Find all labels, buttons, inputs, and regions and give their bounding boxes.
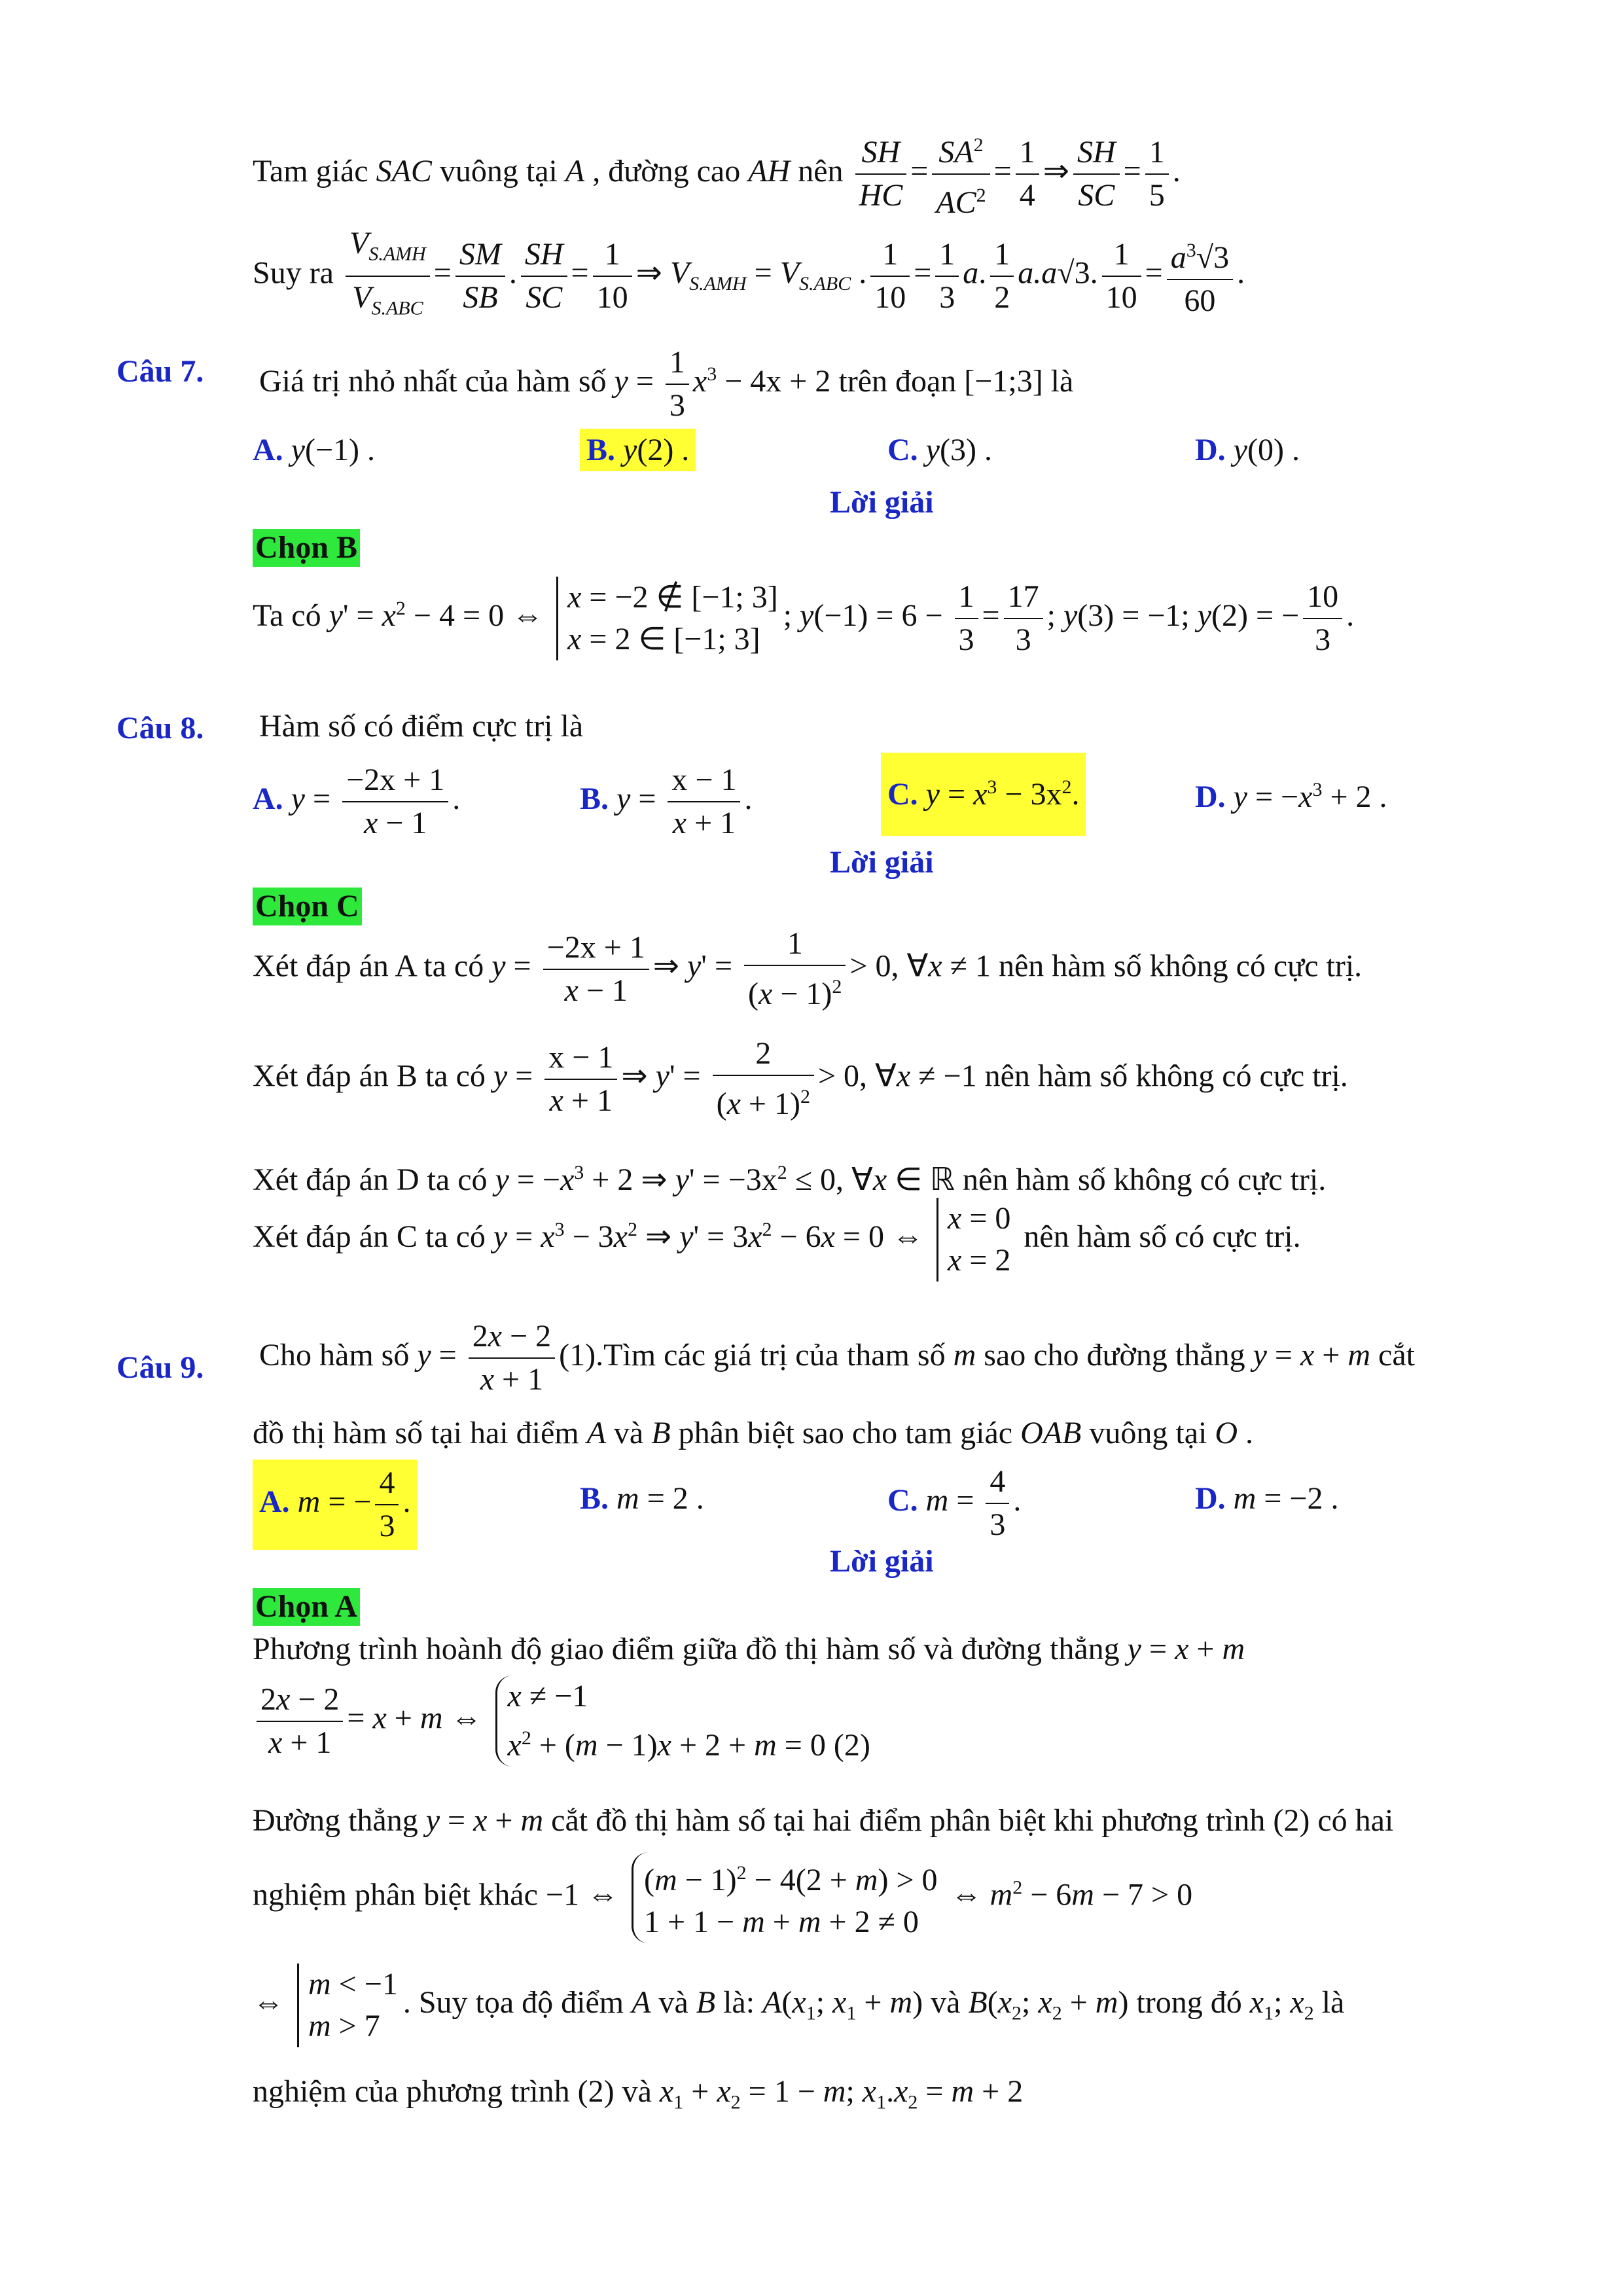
q8-label: Câu 8. xyxy=(116,711,204,745)
q8-sol-b: Xét đáp án B ta có y = $\frac{x - 1}{x + 1}$ ⇒ y' = $\frac{2}{(x + 1)^2}$ > 0, ∀x ≠ −1 nên hàm số không có cực trị. xyxy=(253,1033,1348,1125)
q9-sol-3: Đường thẳng y = x + m cắt đồ thị hàm số tại hai điểm phân biệt khi phương trình (2) có hai xyxy=(253,1803,1394,1838)
q9-sol-2: $\frac{2x - 2}{x + 1}$ = x + m ⇔ x ≠ −1 $x^2 + (m - 1)x + 2 + m = 0$ (2) xyxy=(253,1676,876,1767)
q7-option-a[interactable]: A. y(−1) . xyxy=(253,433,376,467)
q7-label: Câu 7. xyxy=(116,354,204,389)
q8-option-b[interactable]: B. y = $\frac{x - 1}{x + 1}$ . xyxy=(580,759,752,844)
q7-chon: Chọn B xyxy=(253,529,360,567)
q9-label: Câu 9. xyxy=(116,1350,204,1385)
q8-option-c[interactable]: C. $y = x^3 - 3x^2$. xyxy=(881,753,1086,836)
q9-option-b[interactable]: B. m = 2 . xyxy=(580,1481,704,1516)
top-line-1: Tam giác SAC vuông tại A , đường cao AH nên $\frac{SH}{HC}$ = $\frac{SA^2}{AC^2}$ = $\frac{1}{4}$ ⇒ $\frac{SH}{SC}$ = $\frac{1}{5}$ . xyxy=(253,124,1181,224)
q9-sol-6: nghiệm của phương trình (2) và $x_1 + x_2 = 1 - m$; $x_1.x_2 = m + 2$ xyxy=(253,2074,1024,2113)
q8-option-d[interactable]: D. $y = -x^3 + 2$ . xyxy=(1195,779,1387,814)
q9-sol-4: nghiệm phân biệt khác −1 ⇔ $(m - 1)^2 - 4(2 + m) > 0$ 1 + 1 − m + m + 2 ≠ 0 ⇔ $m^2 - 6m - 7 > 0$ xyxy=(253,1852,1192,1943)
q8-loigiai: Lời giải xyxy=(830,845,934,880)
q7-option-c[interactable]: C. y(3) . xyxy=(887,433,992,467)
q8-question: Hàm số có điểm cực trị là xyxy=(259,709,584,744)
q9-option-a[interactable]: A. m = − $\frac{4}{3}$ . xyxy=(253,1460,417,1550)
q8-sol-c: Xét đáp án C ta có $y = x^3 - 3x^2$ ⇒ $y' = 3x^2 - 6x = 0$ ⇔ x = 0 x = 2 nên hàm số có cực trị. xyxy=(253,1198,1301,1282)
q9-chon: Chọn A xyxy=(253,1588,360,1626)
top-line-2: Suy ra $\frac{V_{S.AMH}}{V_{S.ABC}}$ = $\frac{SM}{SB}$ . $\frac{SH}{SC}$ = $\frac{1}{10}$ ⇒ $V_{S.AMH} = V_{S.ABC}$ . $\frac{1}{10}$ = $\frac{1}{3}$ a. $\frac{1}{2}$ a.a√3. $\frac{1}{10}$ = $\frac{a^3√3}{60}$ . xyxy=(253,223,1245,329)
q9-sol-5: ⇔ m < −1 m > 7. Suy tọa độ điểm A và B là: $A(x_1$; $x_1 + m$) và $B(x_2$; $x_2 + m$) trong đó $x_1$; $x_2$ là xyxy=(253,1964,1344,2047)
q9-question-line-2: đồ thị hàm số tại hai điểm A và B phân biệt sao cho tam giác OAB vuông tại O . xyxy=(253,1416,1254,1450)
q8-sol-a: Xét đáp án A ta có y = $\frac{-2x + 1}{x - 1}$ ⇒ y' = $\frac{1}{(x - 1)^2}$ > 0, ∀x ≠ 1 nên hàm số không có cực trị. xyxy=(253,923,1362,1015)
q7-solution: Ta có $y' = x^2 - 4 = 0$ ⇔ x = −2 ∉ [−1; 3] x = 2 ∈ [−1; 3]; y(−1) = 6 − $\frac{1}{3}$ = $\frac{17}{3}$ ; y(3) = −1; y(2) = − $\frac{10}{3}$ . xyxy=(253,576,1354,661)
q9-option-c[interactable]: C. m = $\frac{4}{3}$ . xyxy=(887,1461,1021,1546)
q9-sol-1: Phương trình hoành độ giao điểm giữa đồ thị hàm số và đường thẳng y = x + m xyxy=(253,1632,1245,1666)
q9-loigiai: Lời giải xyxy=(830,1544,934,1579)
q9-option-d[interactable]: D. m = −2 . xyxy=(1195,1481,1339,1516)
q7-loigiai: Lời giải xyxy=(830,485,934,520)
q9-question-line-1: Cho hàm số y = $\frac{2x - 2}{x + 1}$ (1).Tìm các giá trị của tham số m sao cho đường thẳng y = x + m cắt xyxy=(259,1316,1415,1401)
q7-option-b[interactable]: B. y(2) . xyxy=(580,432,696,468)
q8-sol-d: Xét đáp án D ta có $y = -x^3 + 2$ ⇒ $y' = -3x^2 \le 0$, ∀x ∈ ℝ nên hàm số không có cực trị. xyxy=(253,1162,1327,1197)
q7-option-d[interactable]: D. y(0) . xyxy=(1195,433,1300,467)
q8-option-a[interactable]: A. y = $\frac{-2x + 1}{x - 1}$ . xyxy=(253,759,460,844)
q7-question: Giá trị nhỏ nhất của hàm số y = $\frac{1}{3}$ $x^3 - 4x + 2$ trên đoạn [−1;3] là xyxy=(259,342,1073,427)
q8-chon: Chọn C xyxy=(253,888,362,925)
